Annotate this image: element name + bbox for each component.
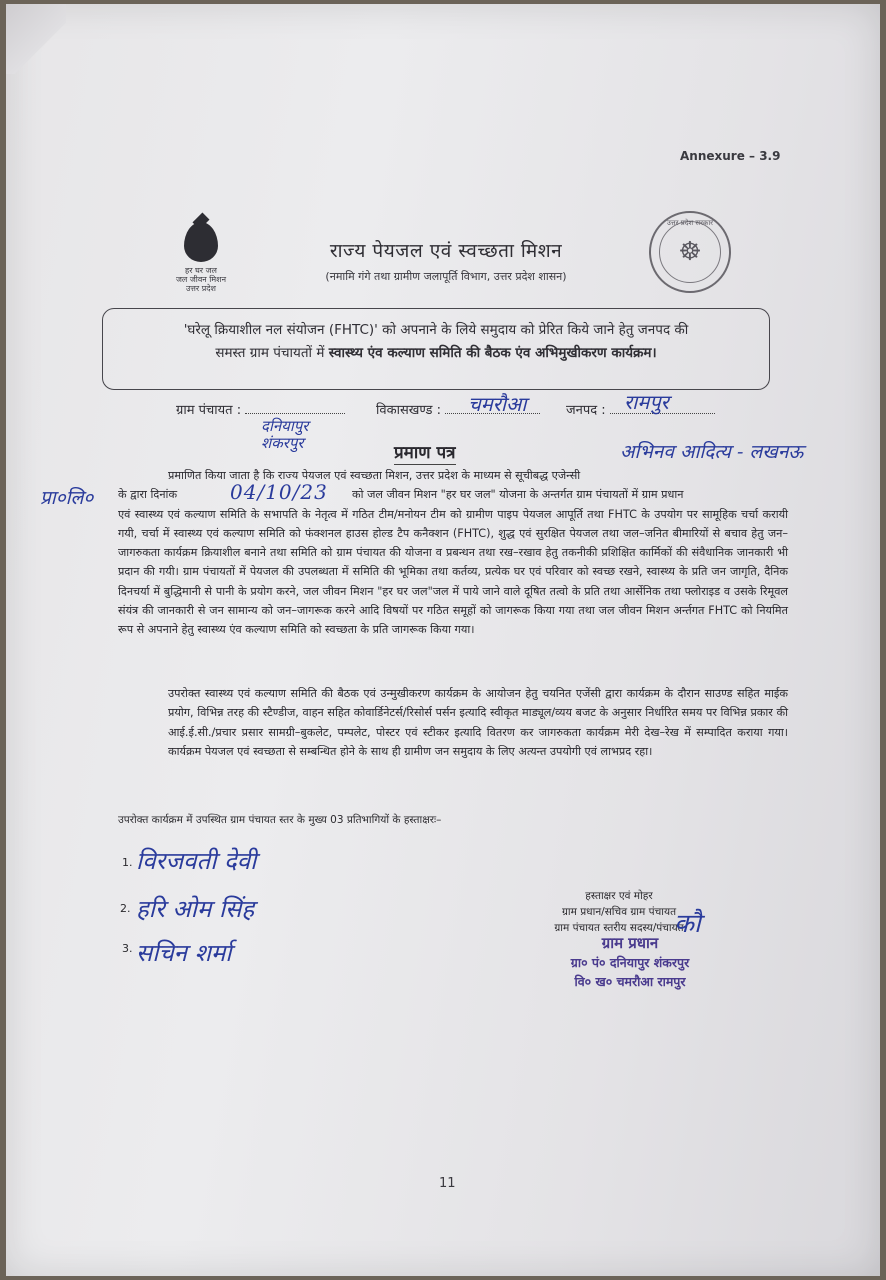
certificate-paragraph-2 [118, 684, 788, 761]
participant-number-3: 3. [122, 942, 133, 955]
logo-line-2: जल जीवन मिशन [175, 275, 227, 284]
para1-line-1: प्रमाणित किया जाता है कि राज्य पेयजल एवं स्वच्छता मिशन, उत्तर प्रदेश के माध्यम से सूचीबद्ध एजेन्सी [168, 469, 581, 482]
gram-panchayat-label: ग्राम पंचायत : [176, 403, 242, 418]
logo-line-3: उत्तर प्रदेश [186, 284, 216, 293]
seal-text: उत्तर प्रदेश सरकार [666, 219, 714, 227]
participant-signature-2: हरि ओम सिंह [136, 895, 255, 923]
logo-line-1: हर घर जल [185, 266, 217, 275]
har-ghar-jal-logo [156, 222, 246, 293]
participant-signature-3: सचिन शर्मा [136, 939, 232, 967]
up-state-emblem-icon [649, 211, 731, 293]
vikas-khand-label: विकासखण्ड : [376, 403, 442, 418]
para1-line-2a: के द्वारा दिनांक [118, 488, 178, 502]
para1-rest: एवं स्वास्थ्य एवं कल्याण समिति के सभापति के नेतृत्व में गठित टीम/मनोयन टीम को ग्रामीण पाइप पेयजल आपूर्ति तथा FHTC के उपयोग पर सामूहिक चर्चा करायी गयी, चर्चा में स्वास्थ्य एवं कल्याण समिति को फंक्शनल हाउस होल्ड टैप कनैक्शन (FHTC), शुद्ध एवं सुरक्षित पेयजल तथा जल–जनित बीमारियों से बचाव हेतु जन–जागरुकता कार्यक्रम क्रियाशील बनाने तथा समिति को ग्राम पंचायत की योजना व प्रबन्धन तथा रख–रखाव हेतु तकनीकी प्रशिक्षित कार्मिकों की संवैधानिक जानकारी भी प्रदान की गयी। ग्राम पंचायतों में पेयजल की उपलब्धता में समिति की भूमिका तथा कर्तव्य, प्रत्येक घर एवं परिवार को स्वच्छ रखने, स्वास्थ्य के प्रति जन जागृति, दैनिक दिनचर्या में बुद्धिमानी से पानी के प्रयोग करने, जल जीवन मिशन "हर घर जल"जल में पाये जाने वाले दूषित तत्वो के प्रति तथा आर्सेनिक तथा फ्लोराइड व उसके रिमूवल संयंत्र की जानकारी से जन सामान्य को जन–जागरूक करने आदि विषयों पर गठित समूहों को जागरूक किया गया तथा जल जीवन मिशन अर्न्तगत FHTC को नियमित रूप से अपनाने हेतु स्वास्थ्य एंव कल्याण समिति को स्वच्छता के प्रति जागरूक किया गया। [118, 507, 788, 637]
programme-title-bold: स्वास्थ्य एंव कल्याण समिति की बैठक एंव अभिमुखीकरण कार्यक्रम। [328, 345, 657, 361]
stamp-line-1: ग्राम प्रधान [601, 934, 659, 952]
folded-corner [6, 4, 66, 74]
para2-text: उपरोक्त स्वास्थ्य एवं कल्याण समिति की बैठक एवं उन्मुखीकरण कार्यक्रम के आयोजन हेतु चयनित एजेंसी द्वारा कार्यक्रम के दौरान साउण्ड सहित माईक प्रयोग, विभिन्न तरह की स्टैण्डीज, वाहन सहित कोवार्डिनेटर्स/रिसोर्स पर्सन इत्यादि स्वीकृत माड्यूल/व्यय बजट के अनुसार निर्धारित समय पर विभिन्न प्रकार की आई.ई.सी./प्रचार प्रसार सामग्री–बुकलेट, पम्पलेट, पोस्टर एवं स्टीकर इत्यादि वितरण कर जागरुकता कार्यक्रम मेरी देख–रेख में सम्पादित कराया गया। कार्यक्रम पेयजल एवं स्वच्छता से सम्बन्धित होने के साथ ही ग्रामीण जन समुदाय के लिए अत्यन्त उपयोगी एवं लाभप्रद रहा। [168, 687, 788, 758]
programme-title-box [102, 308, 770, 390]
water-drop-tap-icon [184, 222, 218, 262]
certificate-heading: प्रमाण पत्र [394, 440, 456, 465]
stamp-line-3: वि० ख० चमरौआ रामपुर [574, 974, 686, 989]
signature-heading: हस्ताक्षर एवं मोहर [585, 890, 653, 902]
programme-title-line-1: 'घरेलू क्रियाशील नल संयोजन (FHTC)' को अपनाने के लिये समुदाय को प्रेरित किये जाने हेतु जनपद की [183, 322, 689, 338]
stamp-line-2: ग्रा० पं० दनियापुर शंकरपुर [570, 955, 690, 970]
handwritten-agency: अभिनव आदित्य - लखनऊ [620, 441, 804, 463]
handwritten-gram-panchayat: दनियापुर शंकरपुर [261, 417, 309, 452]
header [256, 237, 636, 284]
participants-intro: उपरोक्त कार्यक्रम में उपस्थित ग्राम पंचायत स्तर के मुख्य 03 प्रतिभागियों के हस्ताक्षरः– [118, 814, 442, 826]
mission-subtitle: (नमामि गंगे तथा ग्रामीण जलापूर्ति विभाग, उत्तर प्रदेश शासन) [325, 270, 567, 283]
pradhan-stamp [540, 934, 720, 991]
handwritten-janpad: रामपुर [624, 390, 669, 414]
participant-number-1: 1. [122, 856, 133, 869]
certificate-paragraph-1 [118, 466, 788, 640]
signature-role-1: ग्राम प्रधान/सचिव ग्राम पंचायत [561, 906, 677, 918]
participant-number-2: 2. [120, 902, 131, 915]
field-gram-panchayat [176, 400, 345, 418]
participant-signature-1: विरजवती देवी [136, 847, 257, 875]
pradhan-signature: कौ [674, 909, 701, 939]
mission-title: राज्य पेयजल एवं स्वच्छता मिशन [329, 240, 563, 262]
document-page [6, 4, 880, 1276]
seal-center: ☸ [659, 221, 721, 283]
para1-line-2b: को जल जीवन मिशन "हर घर जल" योजना के अन्तर्गत ग्राम पंचायतों में ग्राम प्रधान [352, 488, 684, 502]
programme-title-line-2: समस्त ग्राम पंचायतों में [215, 345, 329, 361]
janpad-label: जनपद : [566, 403, 606, 418]
handwritten-prefix: प्रा०लि० [40, 487, 94, 509]
handwritten-vikas-khand: चमरौआ [468, 392, 527, 416]
page-number: 11 [439, 1176, 456, 1191]
signature-role-2: ग्राम पंचायत स्तरीय सदस्य/पंचायत [554, 922, 684, 934]
annexure-label: Annexure – 3.9 [680, 149, 781, 163]
handwritten-date: 04/10/23 [230, 480, 328, 504]
